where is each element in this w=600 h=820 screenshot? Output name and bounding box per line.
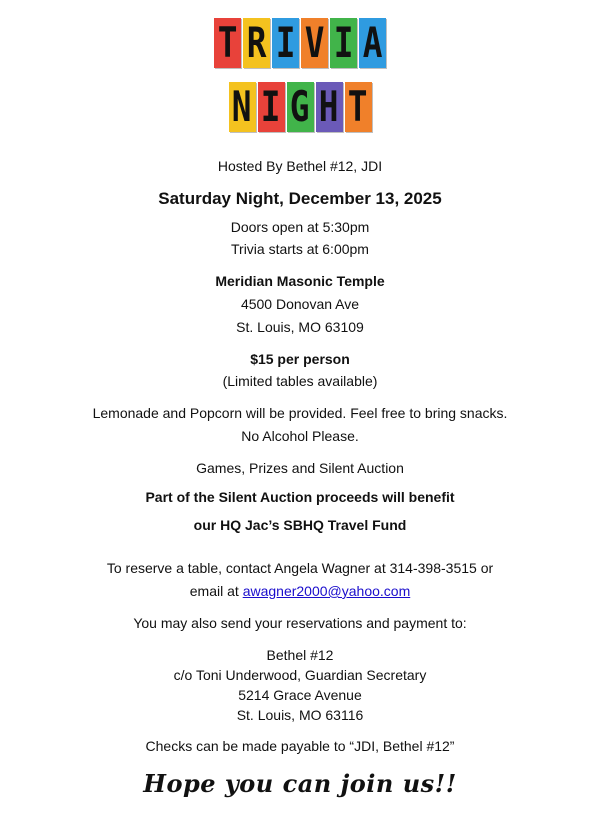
doors-open: Doors open at 5:30pm (230, 219, 370, 235)
logo-letter: N (232, 82, 252, 131)
logo-tile-row1-1 (243, 18, 270, 68)
venue-street: 4500 Donovan Ave (240, 296, 360, 312)
logo-letter: T (348, 82, 368, 131)
alcohol-note: No Alcohol Please. (241, 428, 359, 444)
reserve-email-prefix: email at (189, 583, 243, 599)
logo-tile-row1-0 (214, 18, 241, 68)
night-logo-row (0, 82, 600, 132)
logo-tile-row1-5 (359, 18, 386, 68)
checks-payable-note: Checks can be made payable to “JDI, Bethel #12” (145, 738, 455, 754)
logo-letter: R (246, 18, 267, 67)
mail-intro: You may also send your reservations and payment to: (133, 615, 467, 631)
logo-tile-row2-4 (345, 82, 372, 132)
logo-letter: I (261, 82, 281, 131)
mail-address-line-4: St. Louis, MO 63116 (236, 707, 364, 723)
logo-tile-row1-2 (272, 18, 299, 68)
venue-name: Meridian Masonic Temple (215, 273, 385, 289)
logo-letter: H (319, 82, 339, 131)
refreshments-note: Lemonade and Popcorn will be provided. Feel free to bring snacks. (92, 405, 508, 421)
price: $15 per person (250, 351, 350, 367)
trivia-start-time: Trivia starts at 6:00pm (231, 241, 369, 257)
tables-note: (Limited tables available) (222, 373, 378, 389)
closing-message: Hope you can join us!! (143, 769, 457, 798)
email-link[interactable]: awagner2000@yahoo.com (242, 583, 411, 599)
logo-letter: T (217, 18, 238, 67)
logo-letter: A (362, 18, 383, 67)
reserve-line-1: To reserve a table, contact Angela Wagner at 314-398-3515 or (106, 560, 494, 576)
logo-tile-row2-2 (287, 82, 314, 132)
mail-address-line-3: 5214 Grace Avenue (238, 687, 362, 703)
venue-city: St. Louis, MO 63109 (236, 319, 364, 335)
games-note: Games, Prizes and Silent Auction (196, 460, 404, 476)
hosted-by: Hosted By Bethel #12, JDI (217, 158, 383, 174)
mail-address-line-1: Bethel #12 (266, 647, 334, 663)
reserve-line-2 (0, 582, 600, 600)
logo-letter: V (304, 18, 325, 67)
auction-line-2: our HQ Jac’s SBHQ Travel Fund (193, 517, 407, 533)
logo-letter: G (290, 82, 310, 131)
logo-tile-row1-3 (301, 18, 328, 68)
logo-letter: I (275, 18, 296, 67)
logo-letter: I (333, 18, 354, 67)
logo-tile-row2-3 (316, 82, 343, 132)
mail-address-line-2: c/o Toni Underwood, Guardian Secretary (173, 667, 427, 683)
auction-line-1: Part of the Silent Auction proceeds will benefit (145, 489, 455, 505)
trivia-logo-row (0, 18, 600, 68)
event-date: Saturday Night, December 13, 2025 (158, 189, 442, 208)
logo-tile-row2-0 (229, 82, 256, 132)
logo-tile-row2-1 (258, 82, 285, 132)
logo-tile-row1-4 (330, 18, 357, 68)
